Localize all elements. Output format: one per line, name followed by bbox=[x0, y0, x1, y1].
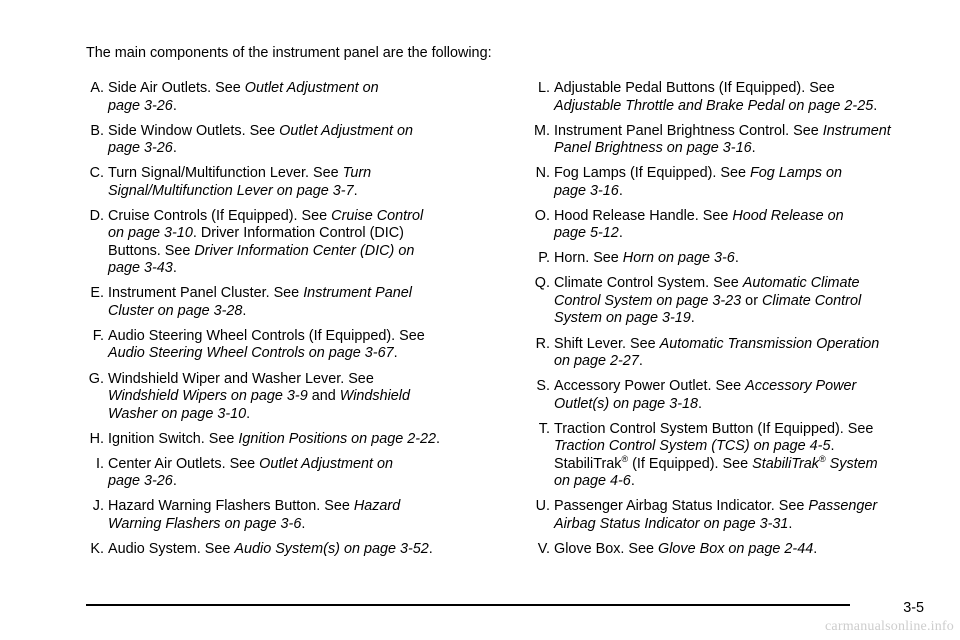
item-description bbox=[554, 80, 938, 115]
description-line bbox=[554, 438, 938, 456]
component-item bbox=[518, 123, 938, 158]
item-description bbox=[554, 275, 938, 328]
description-text: . bbox=[618, 182, 623, 199]
description-text: Turn Signal/Multifunction Lever. See bbox=[108, 165, 343, 182]
item-letter: G. bbox=[88, 370, 104, 387]
description-line bbox=[108, 371, 492, 389]
description-line bbox=[554, 453, 938, 474]
item-letter: S. bbox=[536, 378, 550, 395]
description-line bbox=[108, 285, 492, 303]
page-reference: page 3-26 bbox=[108, 97, 173, 114]
item-description bbox=[108, 285, 492, 320]
description-text: Side Air Outlets. See bbox=[108, 80, 245, 96]
description-text: . bbox=[172, 140, 177, 157]
page-reference: StabiliTrak bbox=[752, 455, 820, 472]
description-text: . bbox=[638, 353, 643, 370]
item-letter: B. bbox=[90, 122, 104, 139]
description-text: . bbox=[873, 97, 878, 114]
description-line bbox=[554, 98, 938, 116]
description-line bbox=[554, 140, 938, 158]
page-reference: page 3-26 bbox=[108, 473, 173, 490]
page-reference: Warning Flashers on page 3-6 bbox=[108, 515, 302, 532]
footer-rule bbox=[86, 604, 850, 606]
description-line bbox=[554, 225, 938, 243]
item-description bbox=[554, 421, 938, 491]
description-line bbox=[554, 250, 938, 268]
description-line bbox=[554, 541, 938, 559]
page-reference: Washer on page 3-10 bbox=[108, 405, 247, 422]
item-letter: N. bbox=[535, 165, 550, 182]
description-text: Adjustable Pedal Buttons (If Equipped). See bbox=[554, 80, 835, 96]
description-line bbox=[554, 80, 938, 98]
description-line bbox=[108, 140, 492, 158]
item-letter: Q. bbox=[534, 275, 550, 292]
component-list-left bbox=[72, 80, 492, 566]
description-line bbox=[108, 406, 492, 424]
item-description bbox=[108, 541, 492, 559]
item-letter: H. bbox=[89, 430, 104, 447]
description-line bbox=[108, 516, 492, 534]
page-reference: System on page 3-19 bbox=[554, 310, 691, 327]
description-text: . bbox=[172, 473, 177, 490]
description-line bbox=[108, 388, 492, 406]
page-reference: Automatic Climate bbox=[742, 275, 860, 292]
item-description bbox=[108, 456, 492, 491]
component-item bbox=[72, 541, 492, 559]
description-text: Hazard Warning Flashers Button. See bbox=[108, 498, 354, 515]
page-reference: Outlet Adjustment on bbox=[244, 80, 379, 96]
description-line bbox=[108, 541, 492, 559]
description-text: Fog Lamps (If Equipped). See bbox=[554, 165, 750, 182]
description-text: . bbox=[830, 438, 835, 455]
description-text: . bbox=[618, 225, 623, 242]
description-line bbox=[108, 345, 492, 363]
component-item bbox=[518, 378, 938, 413]
page-reference: Hood Release on bbox=[732, 207, 844, 224]
component-item bbox=[518, 541, 938, 559]
description-text: Audio System. See bbox=[108, 540, 235, 557]
description-line bbox=[554, 378, 938, 396]
page-reference: Cluster on page 3-28 bbox=[108, 302, 243, 319]
description-line bbox=[108, 183, 492, 201]
description-text: StabiliTrak bbox=[554, 455, 622, 472]
description-text: Cruise Controls (If Equipped). See bbox=[108, 207, 332, 224]
component-item bbox=[72, 371, 492, 424]
item-description bbox=[108, 123, 492, 158]
description-line bbox=[108, 80, 492, 98]
page-reference: Climate Control bbox=[761, 292, 862, 309]
item-description bbox=[554, 208, 938, 243]
description-text: Glove Box. See bbox=[554, 540, 658, 557]
item-description bbox=[554, 123, 938, 158]
description-line bbox=[108, 123, 492, 141]
item-letter: F. bbox=[92, 327, 104, 344]
description-text: . bbox=[428, 540, 433, 557]
item-letter: U. bbox=[535, 498, 550, 515]
description-text: Buttons. See bbox=[108, 242, 195, 259]
page-reference: on page 4-6 bbox=[554, 473, 631, 490]
page-reference: on page 2-27 bbox=[554, 353, 639, 370]
component-item bbox=[518, 80, 938, 115]
page-reference: Airbag Status Indicator on page 3-31 bbox=[554, 515, 789, 532]
component-item bbox=[518, 250, 938, 268]
component-list-right bbox=[518, 80, 938, 566]
item-description bbox=[554, 541, 938, 559]
intro-text: The main components of the instrument panel are the following: bbox=[86, 45, 492, 61]
description-text: . bbox=[788, 515, 793, 532]
page-reference: Signal/Multifunction Lever on page 3-7 bbox=[108, 182, 354, 199]
description-text: Instrument Panel Brightness Control. See bbox=[554, 122, 823, 139]
page-reference: Glove Box on page 2-44 bbox=[658, 540, 814, 557]
description-line bbox=[554, 421, 938, 439]
description-line bbox=[108, 431, 492, 449]
item-description bbox=[554, 165, 938, 200]
item-description bbox=[108, 165, 492, 200]
description-text: Passenger Airbag Status Indicator. See bbox=[554, 498, 809, 515]
page-reference: page 3-43 bbox=[108, 260, 173, 277]
page-reference: Turn bbox=[342, 165, 372, 182]
registered-mark: ® bbox=[621, 453, 629, 464]
description-line bbox=[108, 208, 492, 226]
item-letter: E. bbox=[90, 285, 104, 302]
item-description bbox=[108, 208, 492, 278]
item-letter: M. bbox=[534, 122, 550, 139]
description-text: Windshield Wiper and Washer Lever. See bbox=[108, 370, 374, 387]
description-line bbox=[554, 208, 938, 226]
component-item bbox=[72, 456, 492, 491]
description-text: . bbox=[393, 345, 398, 362]
page-reference: System bbox=[825, 455, 878, 472]
item-letter: V. bbox=[537, 540, 550, 557]
component-item bbox=[72, 431, 492, 449]
item-letter: O. bbox=[534, 207, 550, 224]
page-reference: Adjustable Throttle and Brake Pedal on page 2-25 bbox=[554, 97, 874, 114]
page-reference: Control System on page 3-23 bbox=[554, 292, 742, 309]
description-text: . bbox=[630, 473, 635, 490]
item-letter: T. bbox=[538, 420, 550, 437]
item-letter: L. bbox=[537, 80, 550, 96]
description-line bbox=[554, 473, 938, 491]
description-text: . bbox=[246, 405, 251, 422]
description-line bbox=[554, 183, 938, 201]
item-description bbox=[554, 378, 938, 413]
description-text: . bbox=[690, 310, 695, 327]
description-line bbox=[554, 275, 938, 293]
description-line bbox=[108, 498, 492, 516]
description-text: Traction Control System Button (If Equipped). See bbox=[554, 420, 874, 437]
description-line bbox=[554, 165, 938, 183]
component-item bbox=[72, 165, 492, 200]
page-reference: Accessory Power bbox=[745, 378, 857, 395]
page-reference: Automatic Transmission Operation bbox=[659, 335, 880, 352]
component-item bbox=[518, 165, 938, 200]
description-line bbox=[108, 260, 492, 278]
description-text: Climate Control System. See bbox=[554, 275, 743, 292]
description-text: Instrument Panel Cluster. See bbox=[108, 285, 304, 302]
page-reference: Cruise Control bbox=[331, 207, 424, 224]
registered-mark: ® bbox=[819, 453, 826, 464]
component-item bbox=[72, 80, 492, 115]
component-item bbox=[72, 208, 492, 278]
page-reference: Horn on page 3-6 bbox=[622, 250, 735, 267]
item-letter: J. bbox=[92, 498, 104, 515]
item-letter: A. bbox=[90, 80, 104, 96]
item-description bbox=[554, 336, 938, 371]
description-text: . bbox=[172, 97, 177, 114]
description-text: or bbox=[741, 292, 762, 309]
description-text: . bbox=[813, 540, 818, 557]
page-reference: Outlet Adjustment on bbox=[279, 122, 414, 139]
description-text: Ignition Switch. See bbox=[108, 430, 239, 447]
description-line bbox=[108, 328, 492, 346]
component-item bbox=[518, 498, 938, 533]
item-description bbox=[108, 431, 492, 449]
page-reference: Windshield Wipers on page 3-9 bbox=[108, 388, 308, 405]
component-item bbox=[72, 498, 492, 533]
description-line bbox=[554, 498, 938, 516]
description-line bbox=[554, 310, 938, 328]
component-item bbox=[518, 421, 938, 491]
description-line bbox=[108, 225, 492, 243]
description-text: (If Equipped). See bbox=[628, 455, 753, 472]
page-reference: Hazard bbox=[353, 498, 401, 515]
description-text: . bbox=[242, 302, 247, 319]
page-reference: Outlet Adjustment on bbox=[259, 455, 394, 472]
description-text: . Driver Information Control (DIC) bbox=[192, 225, 404, 242]
description-line bbox=[554, 516, 938, 534]
item-description bbox=[108, 498, 492, 533]
item-description bbox=[108, 328, 492, 363]
component-item bbox=[72, 285, 492, 320]
page-reference: Instrument bbox=[822, 122, 891, 139]
component-item bbox=[518, 208, 938, 243]
page-reference: page 3-26 bbox=[108, 140, 173, 157]
description-line bbox=[108, 243, 492, 261]
item-letter: C. bbox=[89, 165, 104, 182]
description-text: Accessory Power Outlet. See bbox=[554, 378, 746, 395]
page-reference: Windshield bbox=[339, 388, 411, 405]
description-line bbox=[108, 473, 492, 491]
description-text: Audio Steering Wheel Controls (If Equipped). See bbox=[108, 327, 425, 344]
item-letter: R. bbox=[535, 335, 550, 352]
description-line bbox=[554, 353, 938, 371]
description-line bbox=[108, 165, 492, 183]
item-description bbox=[554, 498, 938, 533]
page-reference: Fog Lamps on bbox=[749, 165, 842, 182]
description-text: . bbox=[698, 395, 702, 412]
description-text: . bbox=[353, 182, 358, 199]
page-reference: Instrument Panel bbox=[303, 285, 412, 302]
description-text: Shift Lever. See bbox=[554, 335, 660, 352]
component-item bbox=[72, 328, 492, 363]
description-line bbox=[108, 98, 492, 116]
watermark-text: carmanualsonline.info bbox=[825, 619, 954, 634]
description-text: Side Window Outlets. See bbox=[108, 122, 280, 139]
item-letter: K. bbox=[90, 540, 104, 557]
item-letter: P. bbox=[538, 250, 550, 267]
description-line bbox=[554, 396, 938, 414]
component-item bbox=[518, 275, 938, 328]
item-description bbox=[554, 250, 938, 268]
description-line bbox=[554, 123, 938, 141]
page-reference: Audio Steering Wheel Controls on page 3-67 bbox=[108, 345, 394, 362]
page-reference: Outlet(s) on page 3-18 bbox=[554, 395, 698, 412]
description-text: . bbox=[751, 140, 756, 157]
description-text: . bbox=[301, 515, 306, 532]
description-text: and bbox=[307, 388, 340, 405]
description-text: Horn. See bbox=[554, 250, 623, 267]
page-reference: Audio System(s) on page 3-52 bbox=[234, 540, 429, 557]
item-letter: D. bbox=[89, 207, 104, 224]
description-line bbox=[554, 336, 938, 354]
item-description bbox=[108, 371, 492, 424]
component-item bbox=[518, 336, 938, 371]
description-text: Hood Release Handle. See bbox=[554, 207, 733, 224]
description-text: Center Air Outlets. See bbox=[108, 455, 260, 472]
page-reference: Driver Information Center (DIC) on bbox=[194, 242, 415, 259]
page-reference: Traction Control System (TCS) on page 4-5 bbox=[554, 438, 831, 455]
description-line bbox=[108, 456, 492, 474]
page-reference: Panel Brightness on page 3-16 bbox=[554, 140, 752, 157]
item-letter: I. bbox=[96, 455, 104, 472]
description-text: . bbox=[172, 260, 177, 277]
item-description bbox=[108, 80, 492, 115]
description-text: . bbox=[734, 250, 739, 267]
description-line bbox=[554, 293, 938, 311]
component-item bbox=[72, 123, 492, 158]
page-reference: on page 3-10 bbox=[108, 225, 193, 242]
page-reference: page 5-12 bbox=[554, 225, 619, 242]
page-reference: Ignition Positions on page 2-22 bbox=[238, 430, 437, 447]
description-line bbox=[108, 303, 492, 321]
page-number: 3-5 bbox=[903, 600, 924, 616]
page-reference: Passenger bbox=[808, 498, 878, 515]
page-reference: page 3-16 bbox=[554, 182, 619, 199]
description-text: . bbox=[436, 430, 441, 447]
